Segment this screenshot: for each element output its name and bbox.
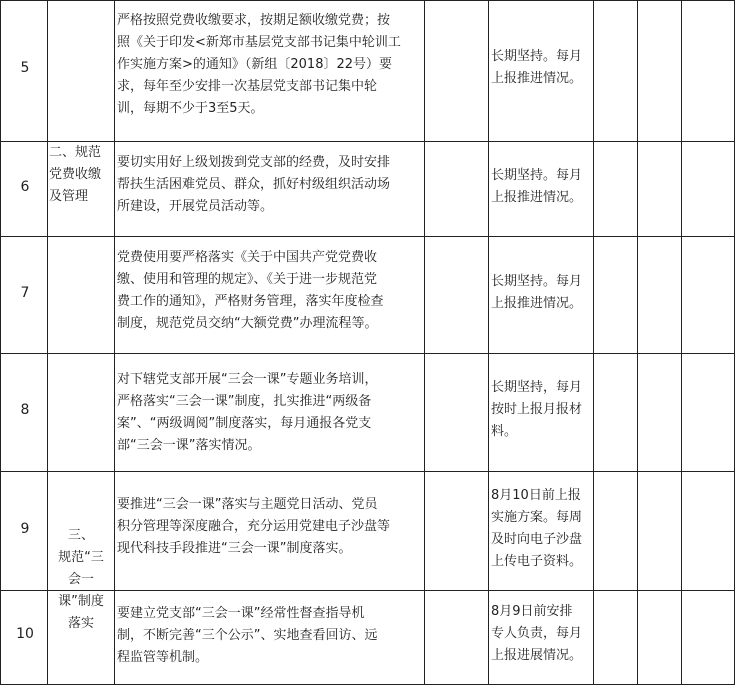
column-divider xyxy=(0,0,1,685)
task-content: 要切实用好上级划拨到党支部的经费，及时安排 帮扶生活困难党员、群众，抓好村级组织活动场 所建设，开展党员活动等。 xyxy=(117,155,391,214)
task-schedule: 长期坚持。每月 上报推进情况。 xyxy=(491,168,583,205)
category-line: 及管理 xyxy=(49,189,89,204)
category-line: 课”制度 xyxy=(58,594,104,609)
row-divider xyxy=(0,471,735,472)
category-line: 规范“三 xyxy=(58,550,104,565)
category-line: 二、规范 xyxy=(49,145,102,160)
task-content: 要建立党支部“三会一课”经常性督查指导机 制，不断完善“三个公示”、实地查看回访、远 程监管等机制。 xyxy=(117,606,378,665)
category-line: 会一 xyxy=(67,572,94,587)
row-divider xyxy=(0,0,735,1)
row-number: 6 xyxy=(20,179,30,195)
task-content: 要推进“三会一课”落实与主题党日活动、党员 积分管理等深度融合，充分运用党建电子沙盘等 现代科技手段推进“三会一课”制度落实。 xyxy=(117,497,391,556)
category-cell xyxy=(48,525,114,635)
task-schedule: 长期坚持。每月 上报推进情况。 xyxy=(491,274,583,311)
task-schedule: 长期坚持，每月 按时上报月报材 料。 xyxy=(491,380,583,439)
row-number: 9 xyxy=(20,521,30,537)
column-divider xyxy=(637,0,638,685)
category-line: 党费收缴 xyxy=(49,167,102,182)
row-number: 8 xyxy=(20,402,30,418)
row-divider xyxy=(0,236,735,237)
column-divider xyxy=(424,0,425,685)
column-divider xyxy=(114,0,115,685)
task-content: 严格按照党费收缴要求，按期足额收缴党费；按 照《关于印发<新郑市基层党支部书记集中轮训工 作实施方案>的通知》（新组〔2018〕22号）要 求，每年至少安排一次基层党支部书记集中轮 训，每期不少于3至5天。 xyxy=(117,13,401,116)
column-divider xyxy=(593,0,594,685)
task-content: 党费使用要严格落实《关于中国共产党党费收 缴、使用和管理的规定》、《关于进一步规范党 费工作的通知》，严格财务管理，落实年度检查 制度，规范党员交纳“大额党费”办理流程等。 xyxy=(117,250,384,331)
column-divider xyxy=(488,0,489,685)
task-content: 对下辖党支部开展“三会一课”专题业务培训， 严格落实“三会一课”制度，扎实推进“两级备 案”、“两级调阅”制度落实，每月通报各党支 部“三会一课”落实情况。 xyxy=(117,372,378,453)
row-number: 10 xyxy=(16,626,34,642)
row-number: 5 xyxy=(20,60,30,76)
column-divider xyxy=(681,0,682,685)
category-line: 三、 xyxy=(67,528,94,543)
task-schedule: 8月9日前安排 专人负责，每月 上报进展情况。 xyxy=(491,604,583,663)
task-schedule: 长期坚持。每月 上报推进情况。 xyxy=(491,49,583,86)
category-cell xyxy=(49,142,113,208)
row-number: 7 xyxy=(20,285,30,301)
category-line: 落实 xyxy=(67,616,94,631)
task-schedule: 8月10日前上报 实施方案。每周 及时向电子沙盘 上传电子资料。 xyxy=(491,488,583,569)
row-divider xyxy=(0,353,735,354)
